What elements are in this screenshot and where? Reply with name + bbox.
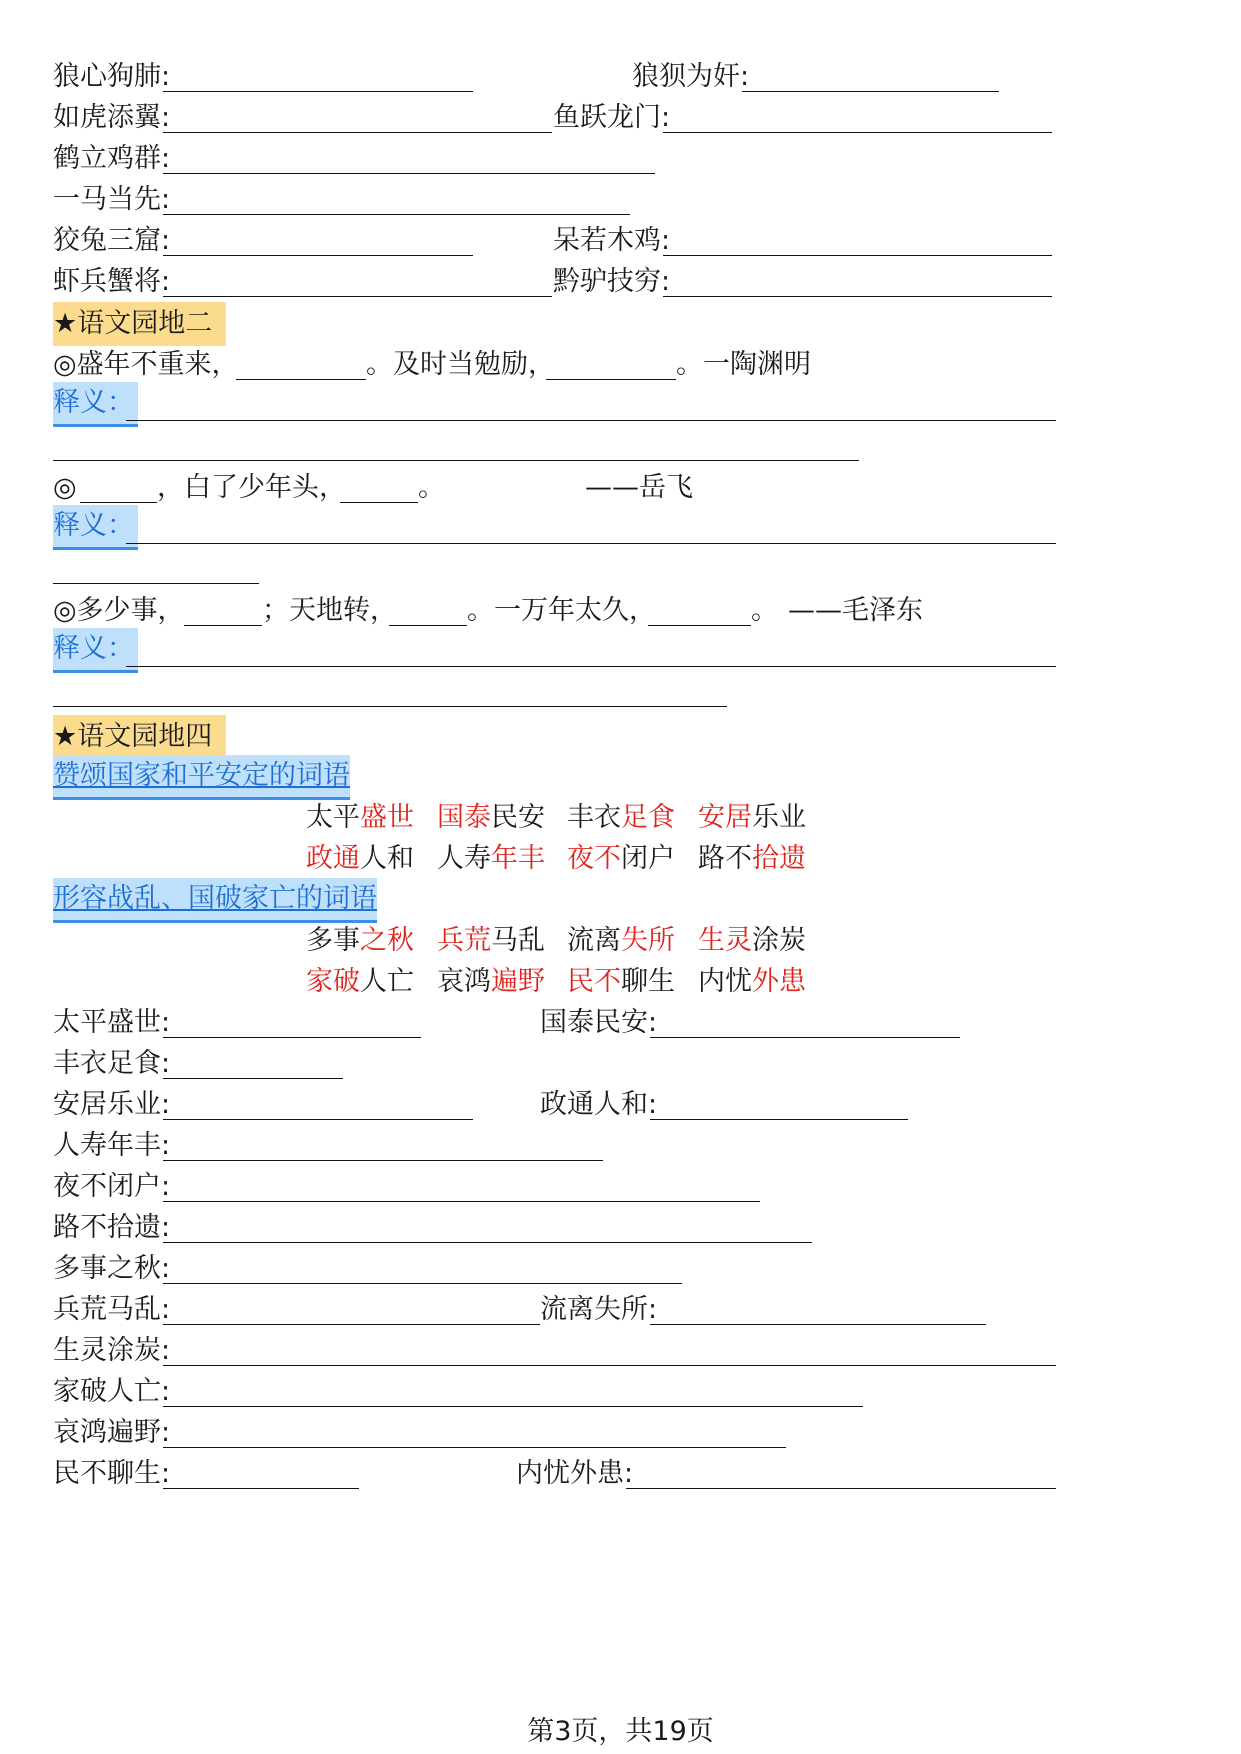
idiom-part: 闭户 (621, 843, 675, 874)
idiom-label: 政通人和: (540, 1089, 658, 1120)
idiom-part: 夜不 (567, 843, 621, 874)
idiom-label: 狡兔三窟: (53, 225, 171, 256)
answer-blank[interactable] (663, 296, 1052, 297)
idiom-word (698, 960, 806, 1004)
meaning-blank[interactable] (53, 460, 859, 461)
idiom-label: 安居乐业: (53, 1089, 171, 1120)
idiom-label: 兵荒马乱: (53, 1294, 171, 1325)
poem-blank[interactable] (184, 625, 262, 626)
answer-blank[interactable] (163, 1283, 682, 1284)
poem-text: 。一陶渊明 (676, 349, 811, 380)
idiom-part: 内忧 (698, 966, 752, 997)
answer-blank[interactable] (163, 1037, 421, 1038)
answer-blank[interactable] (650, 1119, 908, 1120)
poem-blank[interactable] (80, 502, 157, 503)
idiom-label: 黔驴技穷: (553, 266, 671, 297)
idiom-label: 丰衣足食: (53, 1048, 171, 1079)
answer-blank[interactable] (163, 255, 473, 256)
poem-text: ；天地转， (262, 595, 397, 626)
idiom-word (437, 919, 545, 963)
idiom-part: 人和 (360, 843, 414, 874)
idiom-label: 一马当先: (53, 184, 171, 215)
answer-blank[interactable] (163, 1488, 359, 1489)
idiom-word (567, 960, 675, 1004)
idiom-word (437, 837, 545, 881)
idiom-part: 人寿 (437, 843, 491, 874)
idiom-label: 国泰民安: (540, 1007, 658, 1038)
idiom-word (306, 919, 414, 963)
section-title: ★语文园地二 (53, 302, 226, 346)
idiom-label: 如虎添翼: (53, 102, 171, 133)
answer-blank[interactable] (163, 1406, 863, 1407)
idiom-part: 马乱 (491, 925, 545, 956)
idiom-part: 民不 (567, 966, 621, 997)
idiom-label: 哀鸿遍野: (53, 1417, 171, 1448)
idiom-label: 流离失所: (540, 1294, 658, 1325)
poem-text: 。 (751, 595, 778, 626)
group-title (53, 755, 350, 800)
answer-blank[interactable] (163, 1365, 1056, 1366)
meaning-blank[interactable] (126, 420, 1056, 421)
poem-text: 。一万年太久， (467, 595, 656, 626)
idiom-part: 年丰 (491, 843, 545, 874)
poem-text: ，白了少年头， (157, 472, 346, 503)
idiom-part: 政通 (306, 843, 360, 874)
poem-blank[interactable] (648, 625, 751, 626)
answer-blank[interactable] (163, 173, 655, 174)
idiom-word (698, 919, 806, 963)
idiom-part: 盛世 (360, 802, 414, 833)
poem-blank[interactable] (546, 379, 676, 380)
answer-blank[interactable] (163, 1447, 786, 1448)
answer-blank[interactable] (663, 132, 1052, 133)
idiom-label: 太平盛世: (53, 1007, 171, 1038)
idiom-part: 多事 (306, 925, 360, 956)
idiom-part: 人亡 (360, 966, 414, 997)
answer-blank[interactable] (650, 1037, 960, 1038)
answer-blank[interactable] (163, 1242, 812, 1243)
idiom-label: 多事之秋: (53, 1253, 171, 1284)
idiom-word (698, 837, 806, 881)
answer-blank[interactable] (163, 1201, 760, 1202)
idiom-part: 拾遗 (752, 843, 806, 874)
section-title: ★语文园地四 (53, 715, 226, 759)
meaning-label: 释义： (53, 382, 138, 427)
answer-blank[interactable] (163, 1324, 540, 1325)
idiom-label: 生灵涂炭: (53, 1335, 171, 1366)
idiom-label: 人寿年丰: (53, 1130, 171, 1161)
idiom-part: 哀鸿 (437, 966, 491, 997)
idiom-part: 失所 (621, 925, 675, 956)
meaning-label: 释义： (53, 628, 138, 673)
poem-text: 。及时当勉励， (366, 349, 555, 380)
idiom-label: 民不聊生: (53, 1458, 171, 1489)
idiom-part: 外患 (752, 966, 806, 997)
idiom-word (567, 919, 675, 963)
idiom-label: 鹤立鸡群: (53, 143, 171, 174)
page-footer: 第3页，共19页 (527, 1716, 714, 1747)
idiom-label: 鱼跃龙门: (553, 102, 671, 133)
idiom-part: 民安 (491, 802, 545, 833)
poem-text: ◎盛年不重来， (53, 349, 239, 380)
idiom-part: 家破 (306, 966, 360, 997)
group-title-text: 形容战乱、国破家亡的词语 (53, 883, 377, 914)
idiom-word (567, 837, 675, 881)
answer-blank[interactable] (626, 1488, 1056, 1489)
meaning-blank[interactable] (126, 666, 1056, 667)
idiom-part: 遍野 (491, 966, 545, 997)
answer-blank[interactable] (163, 1160, 603, 1161)
idiom-label: 内忧外患: (516, 1458, 634, 1489)
idiom-word (437, 960, 545, 1004)
idiom-word (306, 837, 414, 881)
poem-text: ◎ (53, 472, 77, 503)
meaning-blank[interactable] (53, 706, 727, 707)
idiom-label: 夜不闭户: (53, 1171, 171, 1202)
answer-blank[interactable] (650, 1324, 986, 1325)
idiom-part: 之秋 (360, 925, 414, 956)
idiom-label: 呆若木鸡: (553, 225, 671, 256)
idiom-word (437, 796, 545, 840)
idiom-part: 安居 (698, 802, 752, 833)
idiom-label: 家破人亡: (53, 1376, 171, 1407)
poem-text: 。 (418, 472, 445, 503)
poem-author: ——岳飞 (585, 472, 693, 503)
idiom-word (306, 960, 414, 1004)
poem-text: ◎多少事， (53, 595, 185, 626)
answer-blank[interactable] (163, 1119, 473, 1120)
answer-blank[interactable] (163, 132, 552, 133)
group-title-text: 赞颂国家和平安定的词语 (53, 760, 350, 791)
poem-author: ——毛泽东 (788, 595, 923, 626)
idiom-part: 路不 (698, 843, 752, 874)
answer-blank[interactable] (163, 91, 473, 92)
poem-blank[interactable] (340, 502, 418, 503)
idiom-part: 涂炭 (752, 925, 806, 956)
answer-blank[interactable] (163, 1078, 343, 1079)
idiom-part: 流离 (567, 925, 621, 956)
poem-blank[interactable] (389, 625, 467, 626)
idiom-word (698, 796, 806, 840)
idiom-part: 聊生 (621, 966, 675, 997)
idiom-word (567, 796, 675, 840)
meaning-blank[interactable] (53, 583, 259, 584)
idiom-part: 太平 (306, 802, 360, 833)
meaning-label: 释义： (53, 505, 138, 550)
group-title (53, 878, 377, 923)
answer-blank[interactable] (663, 255, 1052, 256)
poem-blank[interactable] (236, 379, 366, 380)
idiom-part: 足食 (621, 802, 675, 833)
meaning-blank[interactable] (126, 543, 1056, 544)
idiom-label: 虾兵蟹将: (53, 266, 171, 297)
idiom-part: 生灵 (698, 925, 752, 956)
idiom-label: 狼狈为奸: (632, 61, 750, 92)
idiom-label: 路不拾遗: (53, 1212, 171, 1243)
idiom-word (306, 796, 414, 840)
idiom-part: 国泰 (437, 802, 491, 833)
answer-blank[interactable] (163, 214, 630, 215)
idiom-part: 乐业 (752, 802, 806, 833)
answer-blank[interactable] (742, 91, 999, 92)
answer-blank[interactable] (163, 296, 552, 297)
idiom-part: 兵荒 (437, 925, 491, 956)
idiom-part: 丰衣 (567, 802, 621, 833)
idiom-label: 狼心狗肺: (53, 61, 171, 92)
